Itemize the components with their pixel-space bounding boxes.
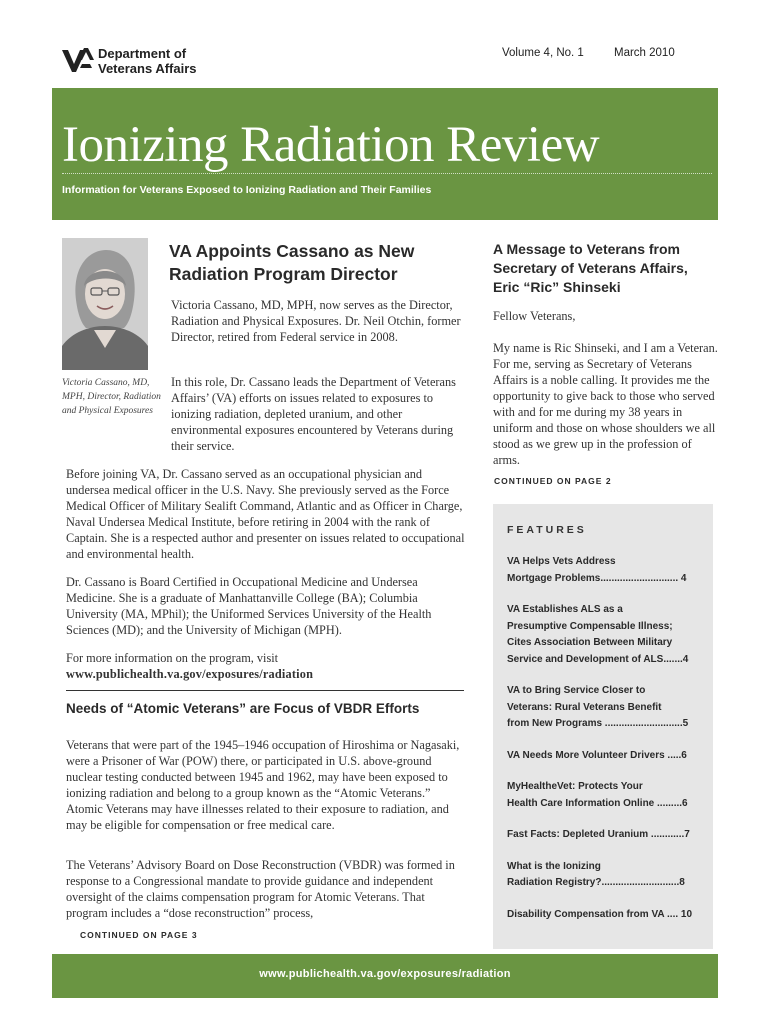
feature-item-line: Cites Association Between Military [507, 637, 673, 648]
feature-item[interactable] [507, 602, 702, 668]
message-paragraph: My name is Ric Shinseki, and I am a Veteran. For me, serving as Secretary of Veterans Affairs is a noble calling. It provides me the opportunity to give back to those who served with and for me during my 38 years in uniform and those on whose shoulders we all stood as we grew up in the profession of arms. [493, 341, 718, 467]
continued-page-2[interactable]: CONTINUED ON PAGE 2 [494, 476, 612, 486]
feature-item[interactable] [507, 907, 702, 924]
footer-bar [52, 954, 718, 998]
more-info-text: For more information on the program, visit [66, 651, 279, 665]
issue-volume: Volume 4, No. 1 [502, 47, 584, 59]
feature-item-line: Radiation Registry?............................8 [507, 877, 685, 888]
va-logo [62, 44, 212, 78]
feature-item[interactable] [507, 683, 702, 733]
feature-item[interactable] [507, 748, 702, 765]
newsletter-title: Ionizing Radiation Review [62, 117, 600, 173]
program-link[interactable]: www.publichealth.va.gov/exposures/radiation [66, 667, 314, 681]
feature-item-line: Health Care Information Online .........6 [507, 797, 688, 809]
org-name-line2: Veterans Affairs [98, 61, 197, 76]
feature-item-line: Mortgage Problems............................ 4 [507, 572, 687, 584]
feature-item[interactable] [507, 554, 702, 587]
lead-paragraph: In this role, Dr. Cassano leads the Department of Veterans Affairs’ (VA) efforts on issues related to exposures to ionizing radiation, depleted uranium, and other environmental exposures encountered by Veterans during their service. [171, 375, 456, 453]
lead-more-info [66, 650, 466, 682]
section-divider [66, 690, 464, 691]
feature-item[interactable] [507, 859, 702, 892]
photo-caption: Victoria Cassano, MD, MPH, Director, Radiation and Physical Exposures [62, 378, 161, 416]
feature-item-line: VA to Bring Service Closer to [507, 685, 646, 696]
message-salutation: Fellow Veterans, [493, 309, 576, 323]
features-box [493, 504, 713, 949]
features-title: FEATURES [507, 524, 587, 536]
feature-item[interactable] [507, 779, 702, 812]
feature-item-line: VA Establishes ALS as a [507, 604, 623, 615]
message-headline: A Message to Veterans from Secretary of Veterans Affairs, Eric “Ric” Shinseki [493, 241, 688, 295]
lead-paragraph: Before joining VA, Dr. Cassano served as an occupational physician and undersea medical officer in the U.S. Navy. She previously served as the Force Medical Officer of Military Sealift Command, Atlantic and as Officer in Charge, Naval Undersea Medical Institute, before retiring in 2004 with the rank of Captain. She is a respected author and presenter on issues related to occupational and environmental health. [66, 467, 465, 561]
feature-item-line: VA Helps Vets Address [507, 556, 616, 567]
portrait-photo [62, 238, 148, 370]
continued-page-3[interactable]: CONTINUED ON PAGE 3 [80, 930, 198, 940]
feature-item-line: Disability Compensation from VA .... 10 [507, 908, 693, 920]
lead-paragraph: Dr. Cassano is Board Certified in Occupational Medicine and Undersea Medicine. She is a graduate of Manhattanville College (BA); Columbia University (MA, MPhil); the Uniformed Services University of the Health Sciences (MD); and the University of Michigan (MPH). [66, 575, 432, 637]
feature-item-line: Presumptive Compensable Illness; [507, 620, 673, 632]
feature-item-line: MyHealtheVet: Protects Your [507, 781, 643, 792]
vbdr-paragraph: The Veterans’ Advisory Board on Dose Reconstruction (VBDR) was formed in response to a Congressional mandate to provide guidance and independent oversight of the claims compensation program for Atomic Veterans. That program includes a “dose reconstruction” process, [66, 858, 455, 920]
newsletter-subtitle: Information for Veterans Exposed to Ionizing Radiation and Their Families [62, 184, 432, 196]
footer-url[interactable]: www.publichealth.va.gov/exposures/radiation [259, 968, 511, 980]
vbdr-headline: Needs of “Atomic Veterans” are Focus of VBDR Efforts [66, 701, 420, 716]
va-seal-icon [62, 46, 94, 74]
masthead-divider [62, 173, 712, 174]
masthead [52, 88, 718, 220]
feature-item-line: Service and Development of ALS.......4 [507, 653, 689, 665]
feature-item-line: VA Needs More Volunteer Drivers .....6 [507, 749, 687, 761]
lead-headline: VA Appoints Cassano as New Radiation Program Director [169, 241, 415, 284]
feature-item-line: from New Programs ............................5 [507, 718, 689, 729]
portrait-illustration [62, 238, 148, 370]
feature-item-line: Fast Facts: Depleted Uranium ............7 [507, 829, 690, 840]
feature-item-line: Veterans: Rural Veterans Benefit [507, 701, 662, 713]
feature-item-line: What is the Ionizing [507, 860, 601, 872]
org-name [98, 46, 197, 76]
vbdr-paragraph: Veterans that were part of the 1945–1946 occupation of Hiroshima or Nagasaki, were a Prisoner of War (POW) there, or participated in U.S. above-ground nuclear testing conducted between 1945 and 1962, may have been exposed to ionizing radiation and belong to a group known as the “Atomic Veterans.” Atomic Veterans may have illnesses related to their exposure to radiation, and may be eligible for compensation or free medical care. [66, 738, 460, 832]
lead-paragraph: Victoria Cassano, MD, MPH, now serves as the Director, Radiation and Physical Exposures. Dr. Neil Otchin, former Director, retired from Federal service in 2008. [171, 298, 461, 344]
org-name-line1: Department of [98, 46, 187, 61]
issue-date: March 2010 [614, 47, 675, 59]
features-list [507, 554, 702, 938]
feature-item[interactable] [507, 827, 702, 844]
